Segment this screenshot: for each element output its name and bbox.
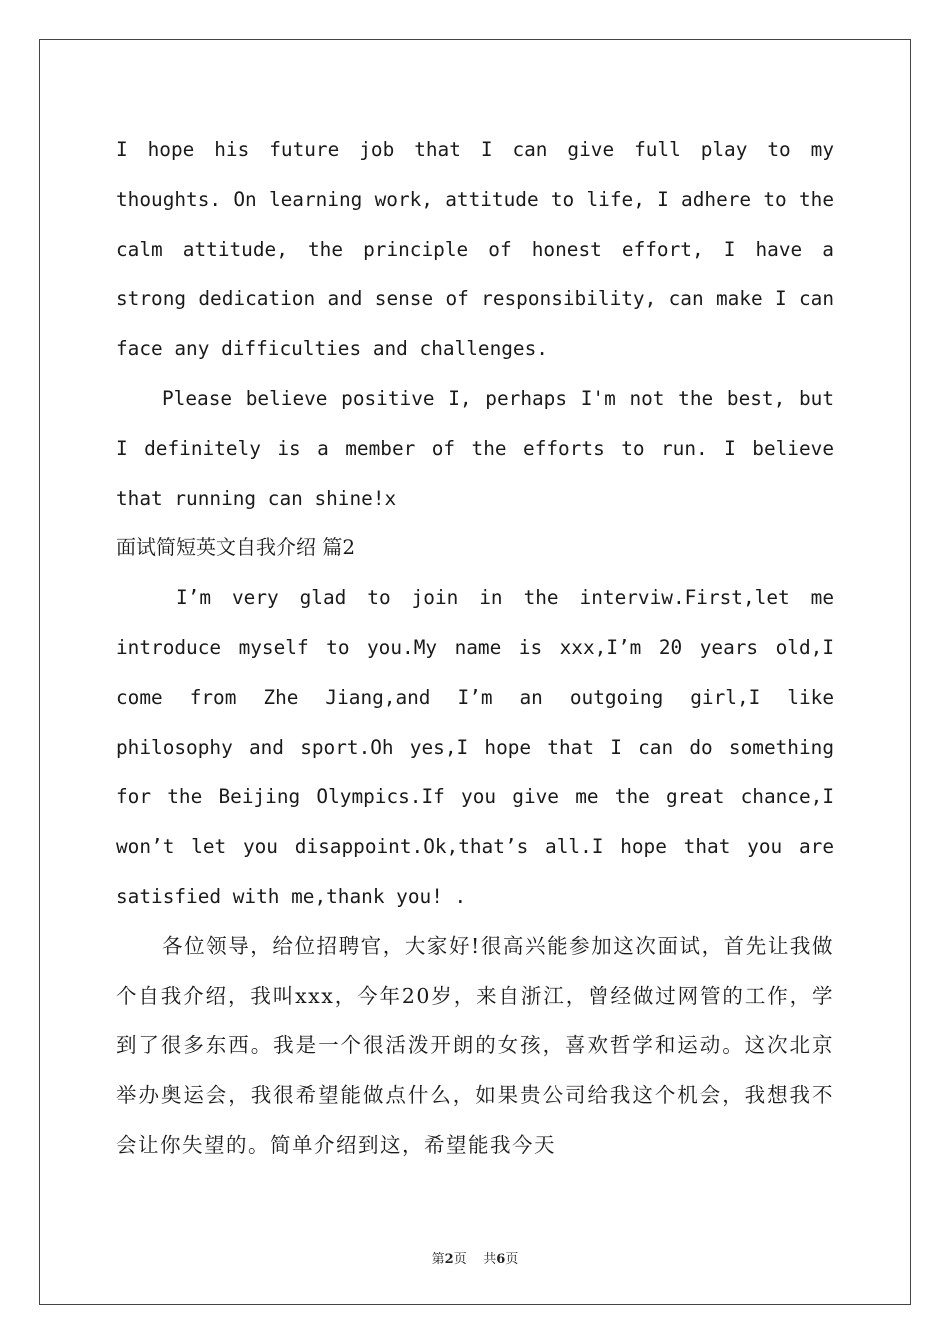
page-prefix: 第 — [431, 1252, 445, 1267]
document-body — [116, 125, 834, 1171]
paragraph-3: I’m very glad to join in the interviw.First,let me introduce myself to you.My name is xxx,I’m 20 years old,I come from Zhe Jiang,and I’m an outgoing girl,I like philosophy and sport.Oh yes,I hope that I can do something for the Beijing Olympics.If you give me the great chance,I won’t let you disappoint.Ok,that’s all.I hope that you are satisfied with me,thank you! . — [116, 586, 834, 908]
section-heading: 面试简短英文自我介绍 篇2 — [116, 535, 356, 560]
page-number: 2 — [444, 1252, 454, 1267]
page-footer — [0, 1248, 950, 1267]
page-suffix: 页 — [453, 1252, 467, 1267]
paragraph-4: 各位领导，给位招聘官，大家好!很高兴能参加这次面试，首先让我做个自我介绍，我叫xxx，今年20岁，来自浙江，曾经做过网管的工作，学到了很多东西。我是一个很活泼开朗的女孩，喜欢哲学和运动。这次北京举办奥运会，我很希望能做点什么，如果贵公司给我这个机会，我想我不会让你失望的。简单介绍到这，希望能我今天 — [116, 933, 834, 1157]
total-suffix: 页 — [505, 1252, 519, 1267]
paragraph-1: I hope his future job that I can give full play to my thoughts. On learning work, attitude to life, I adhere to the calm attitude, the principle of honest effort, I have a strong dedication and sense of responsibility, can make I can face any difficulties and challenges. — [116, 138, 834, 361]
total-prefix: 共 — [483, 1252, 497, 1267]
total-pages: 6 — [496, 1252, 506, 1267]
paragraph-2: Please believe positive I, perhaps I'm not the best, but I definitely is a member of the efforts to run. I believe that running can shine!x — [116, 386, 834, 510]
